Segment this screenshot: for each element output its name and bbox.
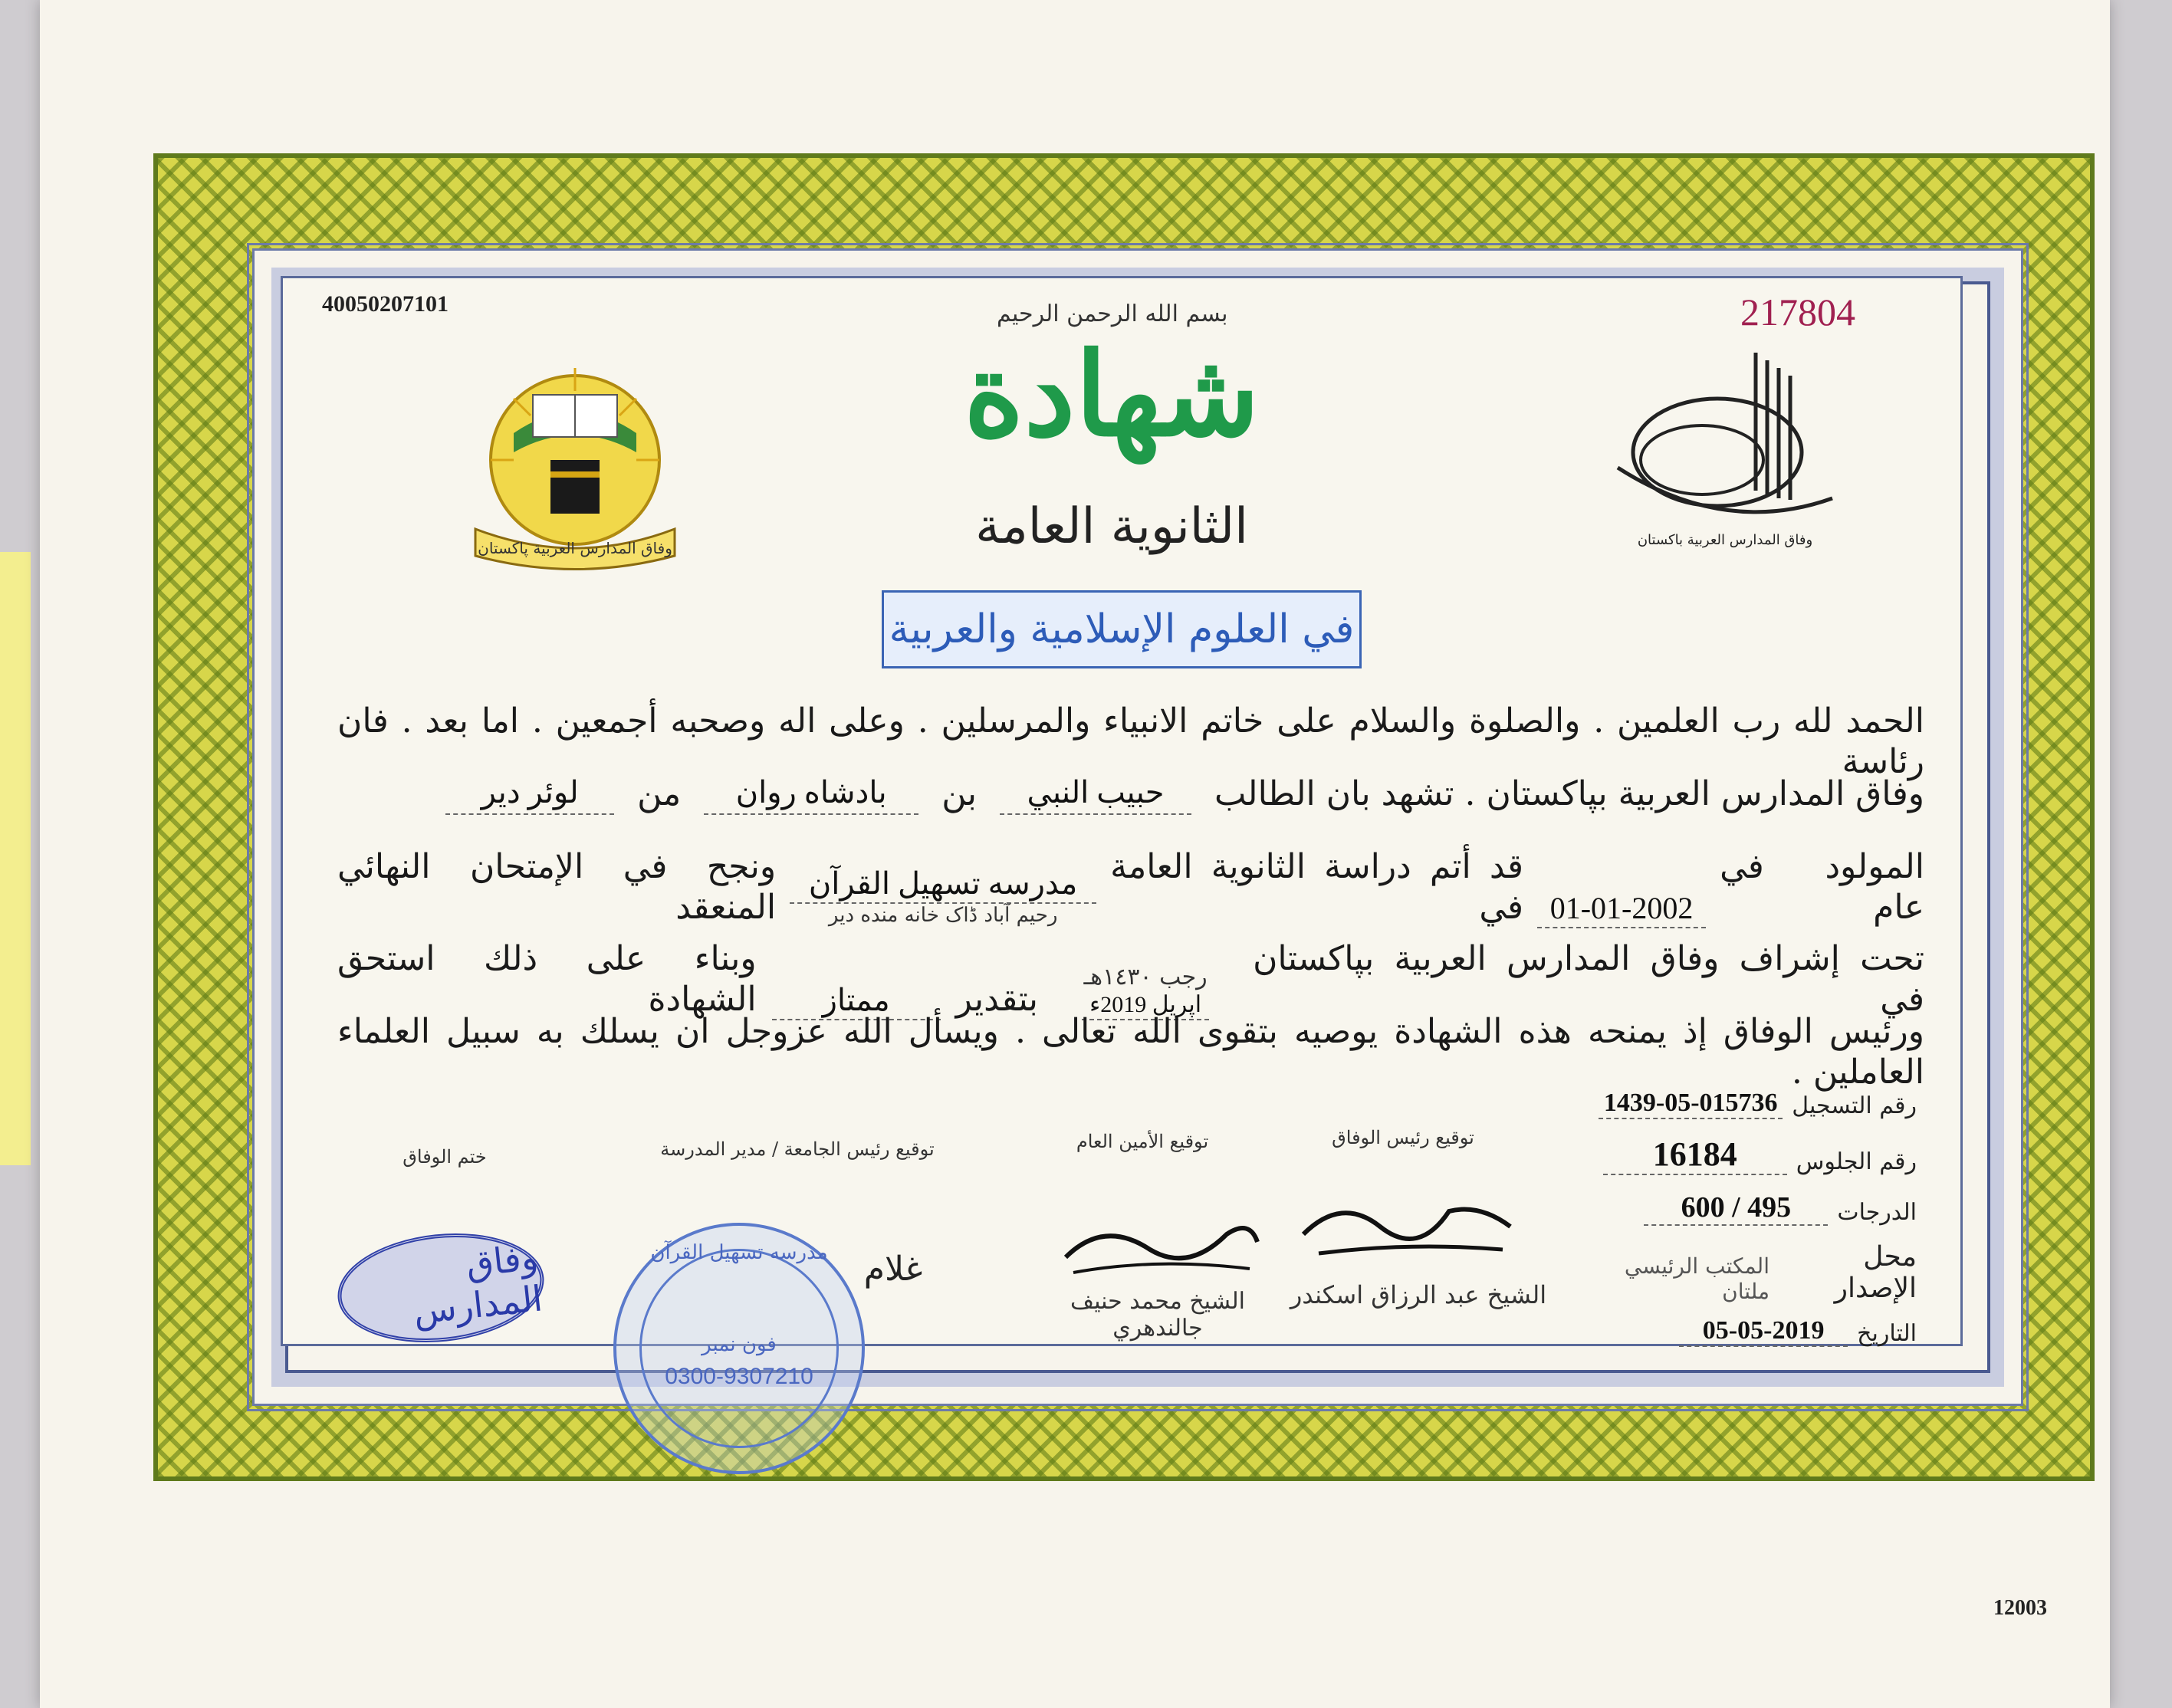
- details-block: [1579, 1089, 1917, 1347]
- school-block: [790, 865, 1096, 928]
- registration-label: رقم التسجيل: [1792, 1092, 1917, 1119]
- subject-banner-text: في العلوم الإسلامية والعربية: [889, 606, 1355, 652]
- word-min: من: [637, 774, 682, 813]
- certificate-subtitle: الثانوية العامة: [975, 498, 1248, 555]
- grade-field: ممتاز: [772, 982, 941, 1020]
- wifaq-seal-text: وفاق المدارس: [411, 1236, 544, 1332]
- sig2-label: توقيع الأمين العام: [1076, 1131, 1209, 1152]
- serial-number-right: 217804: [1740, 291, 1855, 333]
- registration-row: [1579, 1089, 1917, 1119]
- logo-ribbon-text: وفاق المدارس العربية پاكستان: [478, 539, 672, 557]
- line4-suffix: وبناء على ذلك استحق الشهادة: [337, 939, 757, 1019]
- date-label: التاريخ: [1857, 1320, 1917, 1347]
- word-grade: بتقدير: [955, 979, 1039, 1019]
- stamp-phone-label: فون نمبر: [702, 1333, 777, 1356]
- marks-row: [1579, 1191, 1917, 1226]
- sig1-label: توقيع رئيس الوفاق: [1332, 1127, 1474, 1148]
- line3-suffix: ونجح في الإمتحان النهائي المنعقد: [337, 847, 777, 927]
- issue-place-value: المكتب الرئيسي ملتان: [1624, 1253, 1769, 1304]
- wifaq-logo-icon: [460, 360, 690, 583]
- signature-1-icon: [1296, 1181, 1526, 1273]
- issue-place-row: [1579, 1241, 1917, 1304]
- line3-mid: قد أتم دراسة الثانوية العامة في: [1110, 847, 1524, 927]
- serial-number-left: 40050207101: [322, 291, 449, 317]
- stamp-phone-number: 0300-9307210: [665, 1364, 813, 1389]
- background-paper-scrap: [0, 552, 31, 1165]
- exam-hijri-date: رجب ١٤٣٠هـ: [1083, 963, 1208, 990]
- marks-label: الدرجات: [1837, 1199, 1917, 1226]
- school-name-field: مدرسه تسهيل القرآن: [790, 865, 1096, 904]
- certificate-title: شهادة: [964, 327, 1260, 462]
- marks-value: 495 / 600: [1644, 1191, 1828, 1226]
- tughra-text: وفاق المدارس العربية باكستان: [1637, 532, 1813, 548]
- basmala: بسم الله الرحمن الرحيم: [997, 301, 1228, 327]
- body-line-1: الحمد لله رب العلمين . والصلوة والسلام على خاتم الانبياء والمرسلين . وعلى اله وصحبه أجمعين . اما بعد . فان رئاسة: [337, 701, 1924, 781]
- origin-field: لوئر دير: [445, 774, 614, 815]
- tughra-calligraphy-icon: [1602, 337, 1848, 567]
- signature-2-icon: [1058, 1211, 1265, 1288]
- exam-gregorian-date: اپريل 2019ء: [1082, 991, 1209, 1020]
- body-line-2: [337, 774, 1924, 815]
- line3-prefix: المولود في عام: [1720, 847, 1924, 927]
- bottom-form-number: 12003: [1993, 1596, 2047, 1620]
- birth-date-field: 01-01-2002: [1537, 890, 1706, 928]
- roll-row: [1579, 1135, 1917, 1175]
- line2-prefix: وفاق المدارس العربية بپاكستان . تشهد بان الطالب: [1214, 774, 1924, 813]
- date-row: [1579, 1316, 1917, 1347]
- father-name-field: بادشاه روان: [704, 774, 918, 815]
- word-bin: بن: [941, 774, 977, 813]
- date-value: 05-05-2019: [1679, 1316, 1848, 1347]
- sig2-name: الشيخ محمد حنيف جالندهري: [1070, 1288, 1245, 1342]
- stamp-school-name: مدرسه تسهيل القرآن: [650, 1241, 828, 1264]
- body-line-5: ورئيس الوفاق إذ يمنحه هذه الشهادة يوصيه بتقوى الله تعالى . ويسأل الله عزوجل ان يسلك به سبيل العلماء العاملين .: [337, 1012, 1924, 1092]
- roll-label: رقم الجلوس: [1796, 1148, 1917, 1175]
- student-name-field: حبيب النبي: [1000, 774, 1191, 815]
- issue-place-label: محل الإصدار: [1834, 1241, 1917, 1304]
- registration-value: 1439-05-015736: [1599, 1089, 1783, 1119]
- sig4-label: ختم الوفاق: [403, 1146, 487, 1168]
- body-line-3: [337, 847, 1924, 928]
- subject-banner: [882, 590, 1362, 668]
- sig3-label: توقيع رئيس الجامعة / مدير المدرسة: [660, 1138, 935, 1160]
- sig1-name: الشيخ عبد الرزاق اسكندر: [1290, 1280, 1547, 1309]
- school-address: رحيم آباد ڈاک خانه منده دير: [828, 904, 1058, 928]
- school-round-stamp: [613, 1223, 865, 1474]
- body-line-4: [337, 939, 1924, 1020]
- line4-prefix: تحت إشراف وفاق المدارس العربية بپاكستان في: [1253, 939, 1924, 1019]
- sig3-script: غلام: [863, 1250, 923, 1289]
- roll-value: 16184: [1603, 1135, 1787, 1175]
